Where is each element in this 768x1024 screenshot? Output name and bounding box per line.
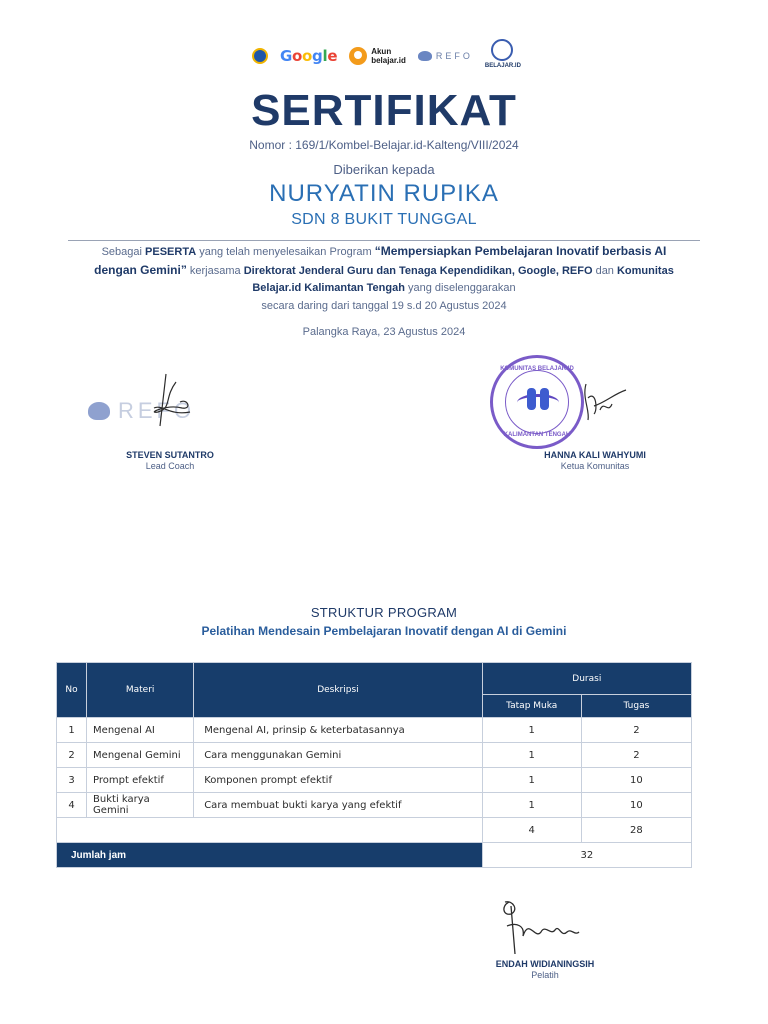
signature-endah-icon [495, 896, 585, 960]
belajar-id-emblem-icon [491, 39, 513, 61]
google-logo: Google [280, 47, 338, 65]
table-row: 1 Mengenal AI Mengenal AI, prinsip & keterbatasannya 1 2 [57, 718, 692, 743]
stamp-top-text: KOMUNITAS BELAJAR.ID [500, 366, 574, 372]
signatory-2-name: HANNA KALI WAHYUMI [544, 450, 646, 460]
structure-subheading: Pelatihan Mendesain Pembelajaran Inovatif dengan AI di Gemini [201, 624, 567, 638]
belajar-id-logo [485, 39, 519, 73]
partner-logos [252, 38, 519, 74]
subtotal-tatap-muka: 4 [482, 818, 581, 843]
refo-watermark: REFO [88, 398, 195, 424]
subtotal-row [57, 818, 692, 843]
certificate-description: Sebagai PESERTA yang telah menyelesaikan Program “Mempersiapkan Pembelajaran Inovatif berbasis AI dengan Gemini” kerjasama Direktorat Jenderal Guru dan Tenaga Kependidikan, Google, REFO dan Komunitas Belajar.id Kalimantan Tengah yang diselenggarakan secara daring dari tanggal 19 s.d 20 Agustus 2024 [94, 244, 674, 312]
refo-mark-icon [418, 51, 432, 61]
given-to-label: Diberikan kepada [333, 162, 435, 177]
organizer-1: Direktorat Jenderal Guru dan Tenaga Kependidikan, Google, REFO [243, 264, 593, 277]
kemdikbud-logo-icon [252, 48, 268, 64]
header-tugas: Tugas [581, 695, 691, 718]
belajar-id-logo-text: BELAJAR.ID [484, 63, 521, 69]
header-materi: Materi [87, 663, 194, 718]
akun-belajar-icon [349, 47, 367, 65]
subtotal-tugas: 28 [581, 818, 691, 843]
signatory-1-name: STEVEN SUTANTRO [126, 450, 214, 460]
signatory-3-name: ENDAH WIDIANINGSIH [495, 959, 595, 969]
signature-hanna-icon [574, 380, 630, 424]
certificate-number: Nomor : 169/1/Kombel-Belajar.id-Kalteng/VIII/2024 [249, 138, 519, 152]
organizer-2: Komunitas Belajar.id Kalimantan Tengah [252, 264, 674, 294]
header-deskripsi: Deskripsi [194, 663, 482, 718]
signatory-1-role: Lead Coach [145, 461, 195, 471]
akun-belajar-logo [349, 47, 406, 65]
structure-heading: STRUKTUR PROGRAM [310, 605, 458, 620]
event-dates: secara daring dari tanggal 19 s.d 20 Agustus 2024 [261, 299, 507, 312]
refo-logo-text: REFO [435, 51, 473, 61]
akun-logo-line1: Akun [371, 47, 392, 56]
certificate-title: SERTIFIKAT [251, 86, 517, 135]
program-name: “Mempersiapkan Pembelajaran Inovatif berbasis AI dengan Gemini” [94, 244, 667, 277]
total-row [57, 843, 692, 868]
table-row: 4 Bukti karya Gemini Cara membuat bukti karya yang efektif 1 10 [57, 793, 692, 818]
header-tatap-muka: Tatap Muka [482, 695, 581, 718]
total-value: 32 [482, 843, 691, 868]
place-date: Palangka Raya, 23 Agustus 2024 [302, 326, 466, 338]
table-row: 2 Mengenal Gemini Cara menggunakan Gemini 1 2 [57, 743, 692, 768]
divider [68, 240, 700, 241]
signatory-3-role: Pelatih [531, 970, 559, 980]
recipient-school: SDN 8 BUKIT TUNGGAL [291, 211, 477, 228]
akun-logo-line2: belajar.id [371, 56, 406, 65]
refo-watermark-icon [88, 402, 110, 420]
recipient-name: NURYATIN RUPIKA [269, 180, 499, 207]
signature-steven-icon [136, 368, 206, 434]
total-label: Jumlah jam [57, 843, 483, 868]
program-table [56, 662, 692, 868]
stamp-bottom-text: KALIMANTAN TENGAH [503, 432, 571, 438]
header-durasi: Durasi [482, 663, 691, 695]
refo-logo [418, 51, 473, 61]
header-no: No [57, 663, 87, 718]
table-row: 3 Prompt efektif Komponen prompt efektif 1 10 [57, 768, 692, 793]
community-stamp-icon [490, 355, 584, 449]
signatory-2-role: Ketua Komunitas [560, 461, 630, 471]
participant-role: PESERTA [145, 246, 197, 258]
